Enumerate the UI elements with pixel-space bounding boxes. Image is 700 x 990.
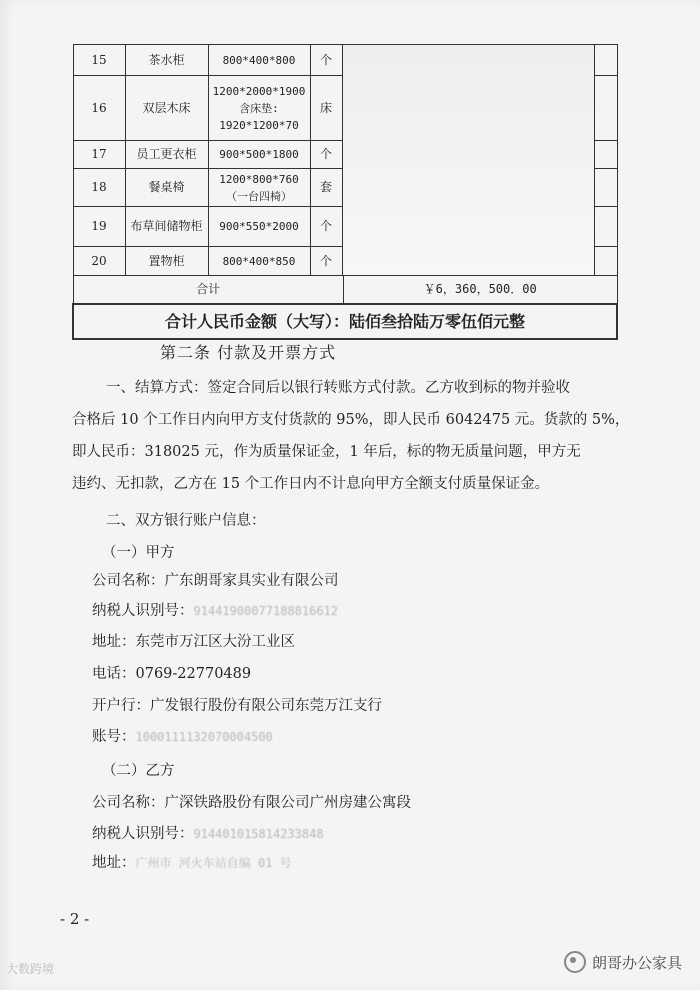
row-no: 20	[73, 247, 125, 276]
row-name: 双层木床	[125, 76, 208, 141]
row-spec: 800*400*850	[208, 247, 310, 276]
payment-line-1: 一、结算方式：签定合同后以银行转账方式付款。乙方收到标的物并验收	[106, 380, 570, 396]
row-no: 16	[73, 76, 125, 141]
value: 东莞市万江区大汾工业区	[135, 634, 295, 650]
value: 广州市 河火车站自编 01 号	[135, 856, 292, 870]
row-unit: 个	[310, 207, 342, 247]
row-unit: 套	[310, 169, 342, 207]
row-spec: 900*500*1800	[208, 141, 310, 169]
row-no: 15	[73, 45, 125, 76]
redacted-area	[342, 45, 594, 276]
label: 纳税人识别号：	[92, 603, 194, 619]
row-no: 18	[73, 169, 125, 207]
value: 914401015814233848	[193, 827, 324, 841]
wechat-icon	[564, 951, 586, 973]
row-unit: 个	[310, 247, 342, 276]
row-name: 置物柜	[125, 247, 208, 276]
party-b-title: （二）乙方	[102, 763, 175, 779]
row-tail	[594, 76, 617, 141]
value: 广东朗哥家具实业有限公司	[164, 573, 339, 589]
payment-line-4: 违约、无扣款，乙方在 15 个工作日内不计息向甲方全额支付质量保证金。	[72, 476, 550, 492]
row-spec: 1200*2000*1900 含床垫: 1920*1200*70	[208, 76, 310, 141]
items-table	[72, 44, 618, 340]
page-number: - 2 -	[60, 910, 90, 928]
article-heading: 第二条 付款及开票方式	[160, 343, 337, 362]
row-name: 餐桌椅	[125, 169, 208, 207]
row-no: 19	[73, 207, 125, 247]
total-label: 合计	[73, 276, 343, 305]
row-name: 员工更衣柜	[125, 141, 208, 169]
label: 公司名称：	[92, 795, 165, 811]
value: 91441900077188816612	[193, 604, 338, 618]
total-words-row	[73, 304, 617, 339]
party-a-title: （一）甲方	[102, 545, 175, 561]
total-amount: ￥6，360，500．00	[343, 276, 617, 305]
row-unit: 个	[310, 45, 342, 76]
party-a-account	[92, 727, 273, 747]
value: 0769-22770489	[135, 666, 252, 682]
party-a-tax-id	[92, 601, 338, 621]
party-a-address	[92, 632, 295, 652]
value: 1000111132070004500	[135, 730, 273, 744]
total-row	[73, 276, 617, 305]
table-row	[73, 45, 617, 76]
row-name: 茶水柜	[125, 45, 208, 76]
payment-line-3: 即人民币：318025 元，作为质量保证金，1 年后，标的物无质量问题，甲方无	[72, 444, 581, 460]
label: 公司名称：	[92, 573, 165, 589]
row-tail	[594, 45, 617, 76]
bank-info-title: 二、双方银行账户信息：	[106, 513, 266, 529]
party-b-address	[92, 853, 292, 873]
row-unit: 床	[310, 76, 342, 141]
watermark-right-text: 朗哥办公家具	[591, 953, 682, 972]
party-b-tax-id	[92, 824, 324, 844]
label: 开户行：	[92, 698, 150, 714]
watermark-left: 大数跨境	[6, 962, 55, 976]
party-a-phone	[92, 664, 251, 684]
watermark-right	[564, 951, 682, 973]
row-spec: 900*550*2000	[208, 207, 310, 247]
row-tail	[594, 247, 617, 276]
row-no: 17	[73, 141, 125, 169]
label: 地址：	[92, 634, 136, 650]
party-a-bank	[92, 696, 382, 716]
label: 电话：	[92, 666, 136, 682]
label: 地址：	[92, 855, 136, 871]
value: 广深铁路股份有限公司广州房建公寓段	[164, 795, 411, 811]
total-words: 合计人民币金额（大写）：陆佰叁拾陆万零伍佰元整	[73, 304, 617, 339]
payment-line-2: 合格后 10 个工作日内向甲方支付货款的 95%，即人民币 6042475 元。货款的 5%，	[72, 412, 630, 428]
row-tail	[594, 169, 617, 207]
value: 广发银行股份有限公司东莞万江支行	[150, 698, 382, 714]
row-tail	[594, 141, 617, 169]
row-spec: 800*400*800	[208, 45, 310, 76]
row-name: 布草间储物柜	[125, 207, 208, 247]
row-unit: 个	[310, 141, 342, 169]
label: 账号：	[92, 729, 136, 745]
label: 纳税人识别号：	[92, 826, 194, 842]
row-spec: 1200*800*760 （一台四椅）	[208, 169, 310, 207]
party-b-company	[92, 793, 411, 813]
party-a-company	[92, 571, 339, 591]
row-tail	[594, 207, 617, 247]
